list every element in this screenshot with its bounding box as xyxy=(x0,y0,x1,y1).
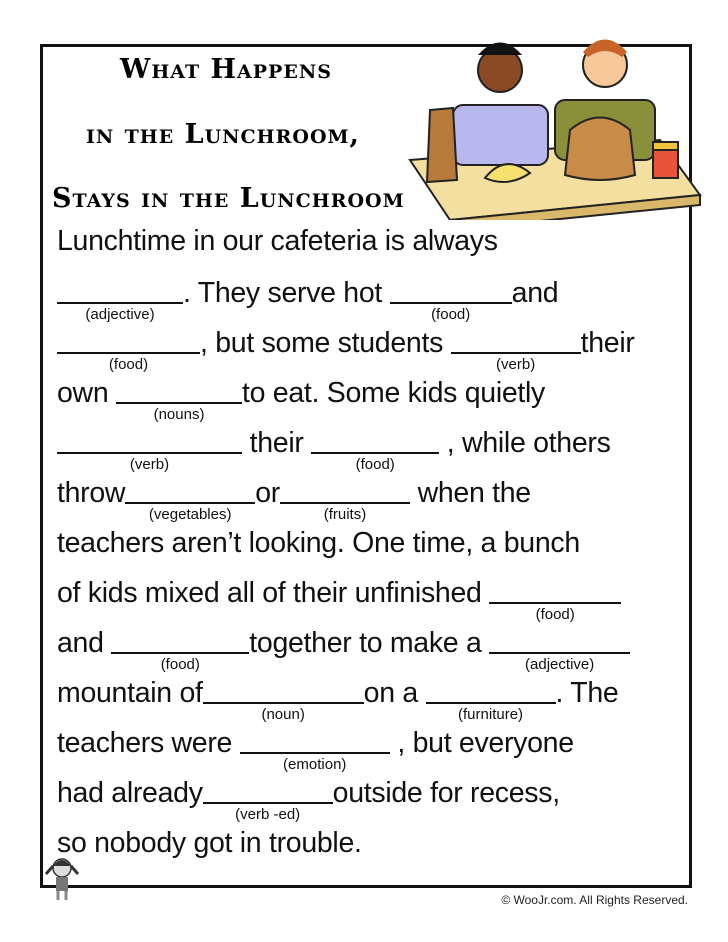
blank-word-type-label: (emotion) xyxy=(283,756,347,773)
blank-word-type-label: (nouns) xyxy=(153,406,205,423)
blank-word-type-label: (food) xyxy=(160,656,200,673)
story-text-segment: on a xyxy=(363,677,426,709)
story-text-segment: their xyxy=(580,327,635,359)
story-text-segment: , while others xyxy=(439,427,611,459)
students-lunch-illustration xyxy=(405,30,705,220)
fill-in-blank[interactable] xyxy=(203,776,333,823)
story-text-segment: together to make a xyxy=(249,627,490,659)
fill-in-blank[interactable] xyxy=(489,576,621,623)
blank-word-type-label: (food) xyxy=(108,356,149,373)
story-line xyxy=(57,824,362,860)
fill-in-blank[interactable] xyxy=(426,676,556,723)
blank-word-type-label: (adjective) xyxy=(85,306,155,323)
title-line-1: What Happens xyxy=(120,54,332,85)
blank-word-type-label: (vegetables) xyxy=(148,506,232,523)
fill-in-blank[interactable] xyxy=(280,476,410,523)
girl-mascot-icon xyxy=(44,856,80,902)
story-text-segment: of kids mixed all of their unfinished xyxy=(57,577,490,609)
blank-word-type-label: (verb) xyxy=(496,356,536,373)
blank-word-type-label: (noun) xyxy=(261,706,305,723)
fill-in-blank[interactable] xyxy=(57,426,242,473)
story-text-segment: to eat. Some kids quietly xyxy=(242,377,546,409)
story-text-segment: , but everyone xyxy=(389,727,574,759)
story-text-segment: , but some students xyxy=(200,327,451,359)
story-line xyxy=(57,222,498,258)
fill-in-blank[interactable] xyxy=(57,326,200,373)
story-text-segment: or xyxy=(255,477,280,509)
story-line xyxy=(57,474,531,523)
story-text-segment: teachers were xyxy=(57,727,240,759)
fill-in-blank[interactable] xyxy=(390,276,512,323)
fill-in-blank[interactable] xyxy=(125,476,255,523)
story-text-segment: and xyxy=(511,277,559,309)
blank-word-type-label: (furniture) xyxy=(458,706,524,723)
story-line xyxy=(57,674,619,723)
fill-in-blank[interactable] xyxy=(451,326,581,373)
story-text-segment: Lunchtime in our cafeteria is always xyxy=(57,225,498,257)
story-text-segment: and xyxy=(57,627,112,659)
story-line xyxy=(57,424,611,473)
story-line xyxy=(57,774,560,823)
story-text-segment: teachers aren’t looking. One time, a bunch xyxy=(57,527,580,559)
title-line-3: Stays in the Lunchroom xyxy=(52,183,405,214)
story-line xyxy=(57,274,559,323)
story-text-segment: outside for recess, xyxy=(332,777,560,809)
blank-word-type-label: (verb -ed) xyxy=(235,806,301,823)
blank-word-type-label: (adjective) xyxy=(525,656,595,673)
story-text-segment: had already xyxy=(57,777,203,809)
story-line xyxy=(57,324,635,373)
story-text-segment: . They serve hot xyxy=(183,277,390,309)
blank-word-type-label: (fruits) xyxy=(323,506,367,523)
fill-in-blank[interactable] xyxy=(116,376,242,423)
story-line xyxy=(57,374,546,423)
fill-in-blank[interactable] xyxy=(240,726,390,773)
copyright-notice: © WooJr.com. All Rights Reserved. xyxy=(501,893,688,907)
title-line-2: in the Lunchroom, xyxy=(86,119,360,150)
fill-in-blank[interactable] xyxy=(111,626,249,673)
story-line xyxy=(57,524,580,560)
story-text-segment: own xyxy=(57,377,117,409)
fill-in-blank[interactable] xyxy=(57,276,183,323)
blank-word-type-label: (verb) xyxy=(129,456,170,473)
story-line xyxy=(57,724,574,773)
story-text-segment: so nobody got in trouble. xyxy=(57,827,362,859)
story-line xyxy=(57,624,630,673)
blank-word-type-label: (food) xyxy=(431,306,471,323)
story-text-segment: their xyxy=(242,427,312,459)
story-text-segment: . The xyxy=(555,677,619,709)
fill-in-blank[interactable] xyxy=(311,426,439,473)
story-text-segment: throw xyxy=(57,477,126,509)
story-text-segment: mountain of xyxy=(57,677,203,709)
blank-word-type-label: (food) xyxy=(535,606,575,623)
blank-word-type-label: (food) xyxy=(355,456,395,473)
fill-in-blank[interactable] xyxy=(489,626,630,673)
story-text-segment: when the xyxy=(409,477,531,509)
fill-in-blank[interactable] xyxy=(203,676,364,723)
story-line xyxy=(57,574,621,623)
